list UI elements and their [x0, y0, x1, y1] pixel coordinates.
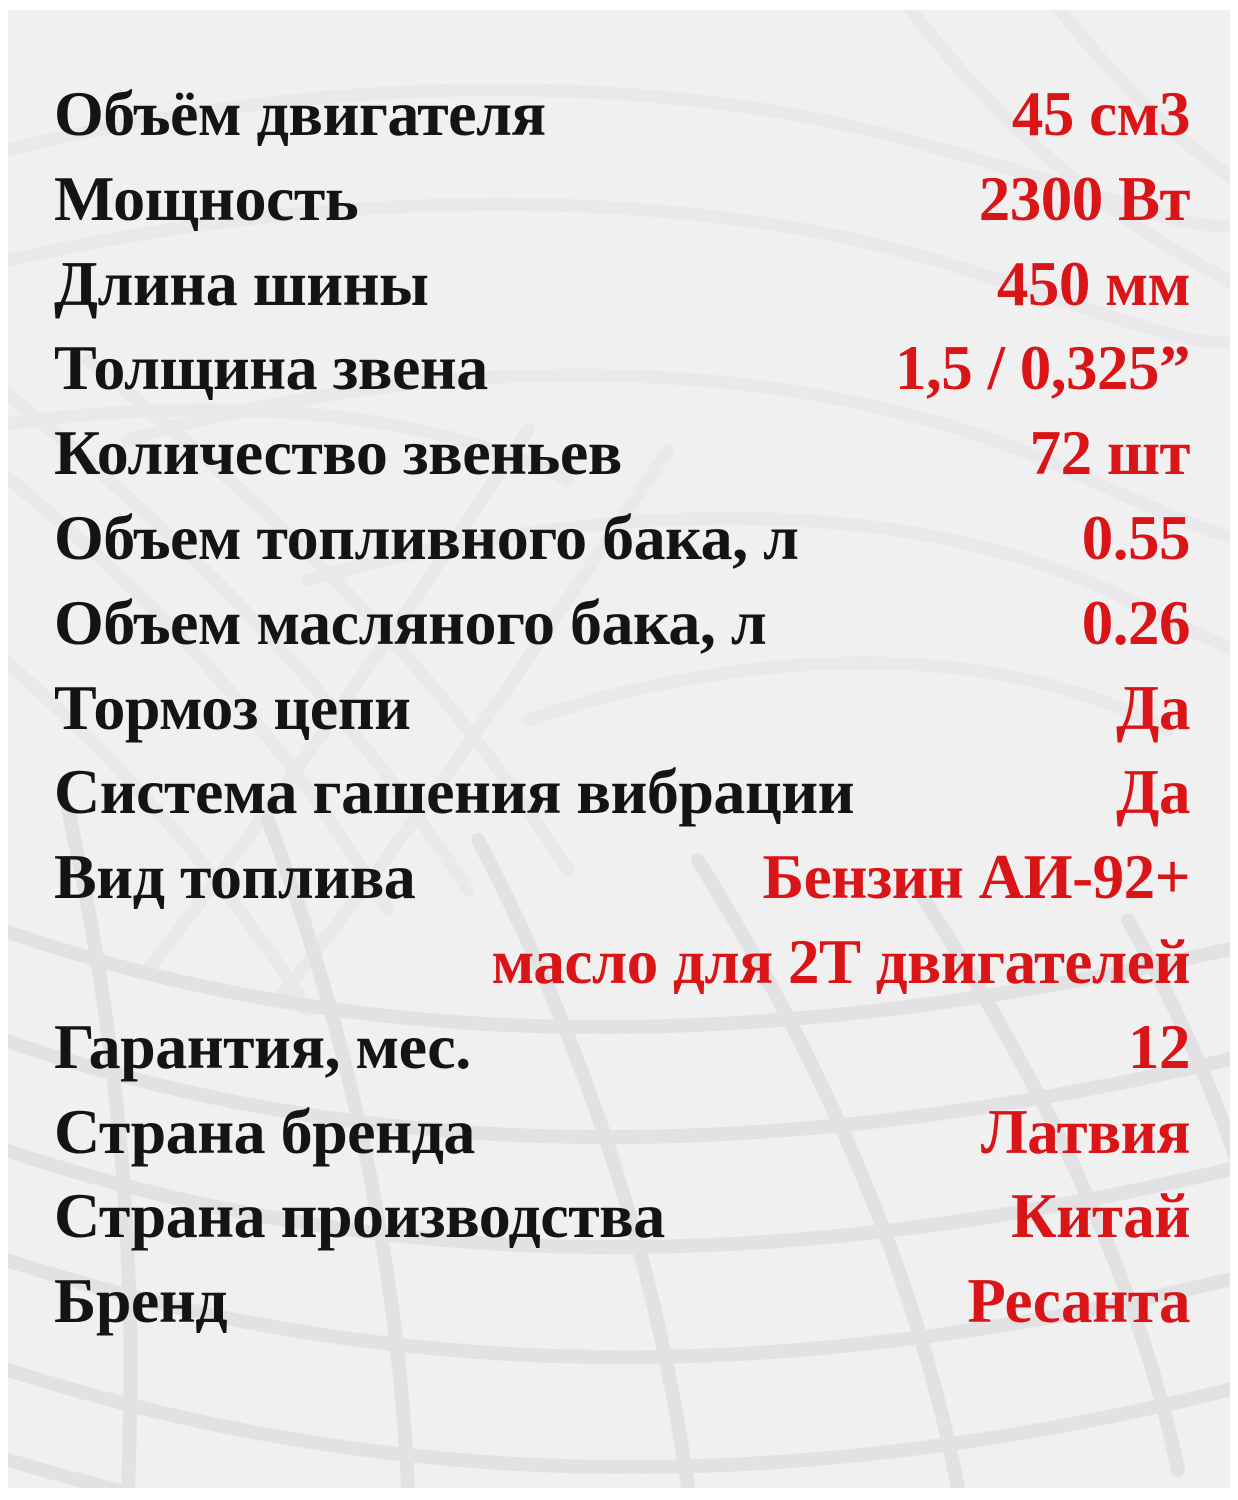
spec-row [54, 750, 1190, 835]
spec-row-value: Бензин АИ-92+ [762, 842, 1190, 913]
spec-row [54, 1005, 1190, 1090]
spec-row-label: Объем топливного бака, л [54, 501, 799, 573]
spec-row-value: 45 см3 [1011, 79, 1190, 149]
spec-row-value: 2300 Вт [978, 163, 1190, 234]
spec-row [54, 666, 1190, 751]
spec-row-value: 12 [1128, 1011, 1190, 1082]
spec-row [54, 1259, 1190, 1344]
spec-row [54, 72, 1190, 157]
spec-row-label: Объём двигателя [54, 78, 546, 149]
spec-row-value: Ресанта [967, 1266, 1190, 1337]
spec-row-label: Тормоз цепи [54, 671, 411, 743]
spec-row [54, 920, 1190, 1005]
spec-row-label: Толщина звена [54, 332, 488, 404]
spec-row-value: Латвия [980, 1096, 1190, 1167]
spec-row [54, 242, 1190, 327]
spec-row [54, 157, 1190, 242]
spec-row-label: Бренд [54, 1265, 228, 1337]
spec-row [54, 326, 1190, 411]
spec-row-label: Страна бренда [54, 1095, 475, 1167]
spec-row-value: 0.55 [1081, 502, 1190, 573]
spec-row-value: Китай [1011, 1181, 1190, 1252]
spec-row [54, 581, 1190, 666]
spec-row-label: Вид топлива [54, 841, 416, 913]
spec-row-value: масло для 2Т двигателей [491, 926, 1190, 997]
spec-row-label: Система гашения вибрации [54, 756, 855, 828]
spec-row-label: Объем масляного бака, л [54, 586, 767, 658]
spec-row-label: Мощность [54, 162, 359, 234]
spec-row-value: 0.26 [1081, 587, 1190, 658]
spec-row-label: Длина шины [54, 247, 429, 319]
spec-row [54, 411, 1190, 496]
spec-row-value: 1,5 / 0,325” [894, 333, 1190, 404]
spec-row-label: Количество звеньев [54, 417, 622, 489]
spec-row-label: Страна производства [54, 1180, 665, 1252]
spec-row-label: Гарантия, мес. [54, 1010, 471, 1082]
spec-row [54, 1090, 1190, 1175]
spec-row-value: 72 шт [1029, 418, 1190, 489]
spec-row [54, 1174, 1190, 1259]
spec-sheet-panel [8, 10, 1230, 1488]
spec-row [54, 496, 1190, 581]
spec-row [54, 835, 1190, 920]
spec-row-value: Да [1116, 757, 1190, 828]
spec-row-value: 450 мм [996, 248, 1190, 319]
spec-table [8, 72, 1230, 1344]
spec-row-value: Да [1116, 672, 1190, 743]
